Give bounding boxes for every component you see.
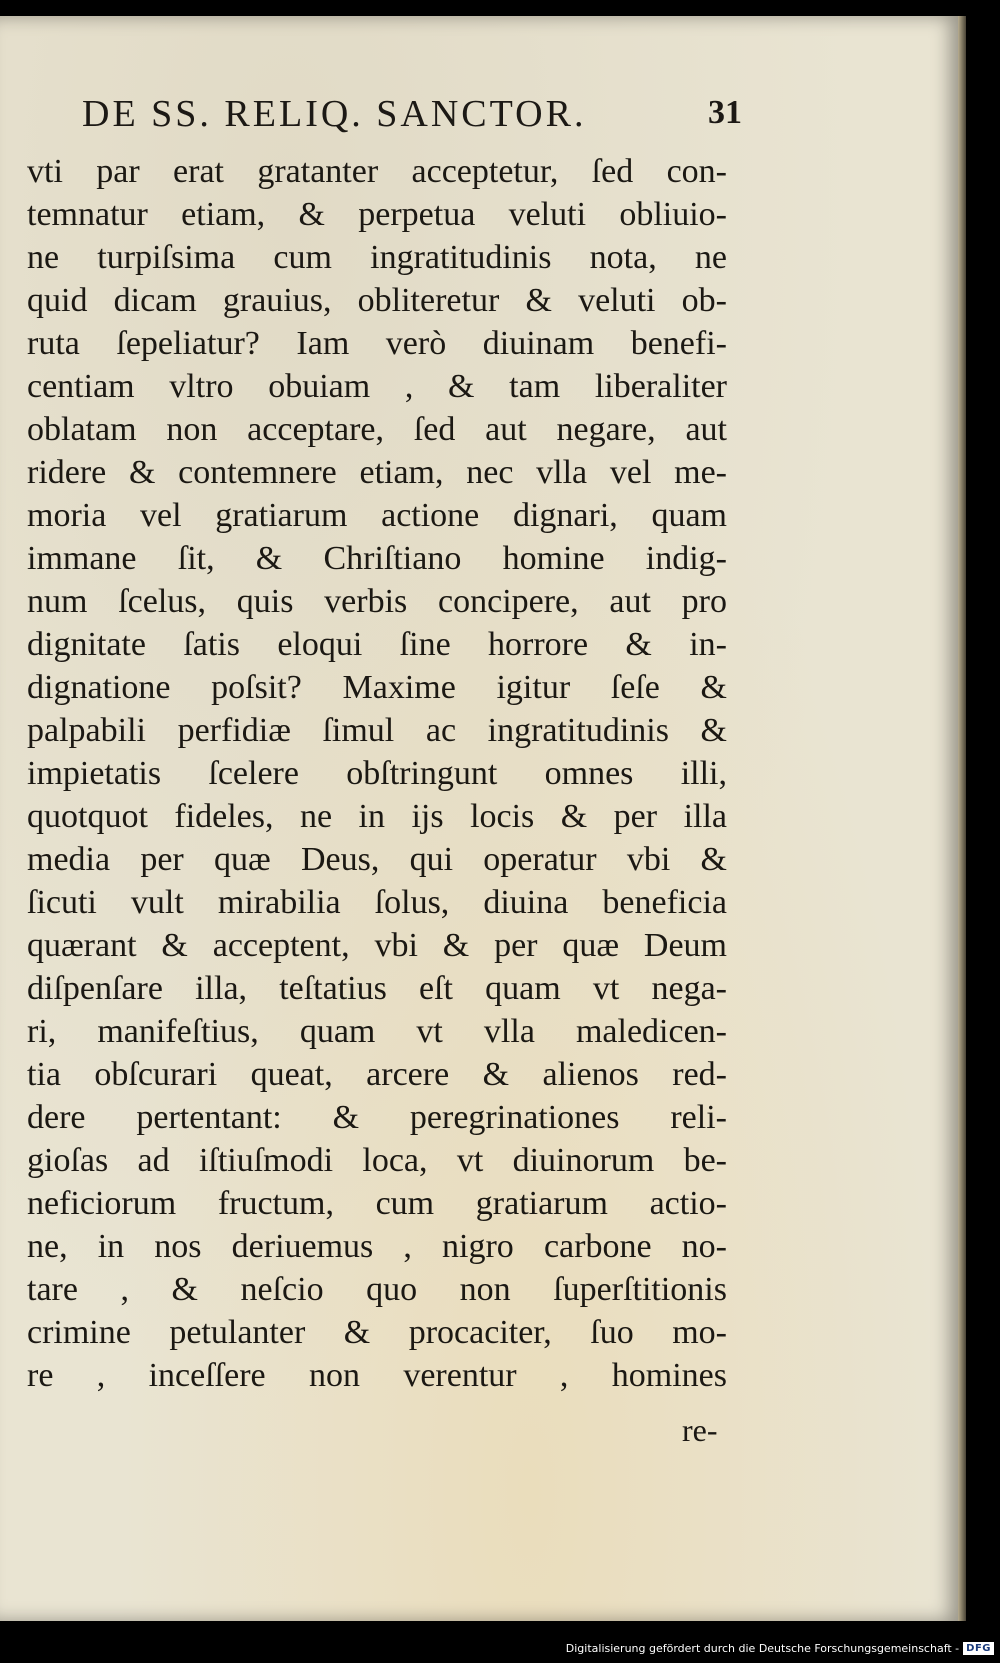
text-line: crimine petulanter & procaciter, ſuo mo- — [27, 1314, 727, 1351]
text-line: quotquot fideles, ne in ijs locis & per illa — [27, 798, 727, 835]
text-line: quærant & acceptent, vbi & per quæ Deum — [27, 927, 727, 964]
text-line: centiam vltro obuiam , & tam liberaliter — [27, 368, 727, 405]
text-line: media per quæ Deus, qui operatur vbi & — [27, 841, 727, 878]
text-line: num ſcelus, quis verbis concipere, aut pro — [27, 583, 727, 620]
text-line: ſicuti vult mirabilia ſolus, diuina beneficia — [27, 884, 727, 921]
text-line: neficiorum fructum, cum gratiarum actio- — [27, 1185, 727, 1222]
catchword: re- — [682, 1412, 718, 1448]
text-line: re , inceſſere non verentur , homines — [27, 1357, 727, 1394]
text-line: oblatam non acceptare, ſed aut negare, aut — [27, 411, 727, 448]
text-line: dignitate ſatis eloqui ſine horrore & in- — [27, 626, 727, 663]
text-line: impietatis ſcelere obſtringunt omnes illi, — [27, 755, 727, 792]
text-line: ridere & contemnere etiam, nec vlla vel me- — [27, 454, 727, 491]
text-line: dere pertentant: & peregrinationes reli- — [27, 1099, 727, 1136]
text-line: diſpenſare illa, teſtatius eſt quam vt nega- — [27, 970, 727, 1007]
text-line: quid dicam grauius, obliteretur & veluti ob- — [27, 282, 727, 319]
text-line: immane ſit, & Chriſtiano homine indig- — [27, 540, 727, 577]
page-edge-shadow — [958, 16, 966, 1621]
page-header — [82, 92, 742, 144]
text-line: ne turpiſsima cum ingratitudinis nota, ne — [27, 239, 727, 276]
text-line: ri, manifeſtius, quam vt vlla maledicen- — [27, 1013, 727, 1050]
text-line: temnatur etiam, & perpetua veluti obliuio- — [27, 196, 727, 233]
dfg-logo: DFG — [963, 1642, 994, 1655]
text-line: moria vel gratiarum actione dignari, quam — [27, 497, 727, 534]
running-title: DE SS. RELIQ. SANCTOR. — [82, 93, 587, 135]
digitization-credit — [566, 1637, 994, 1659]
text-line: tare , & neſcio quo non ſuperſtitionis — [27, 1271, 727, 1308]
body-text — [27, 150, 727, 1397]
text-line: ne, in nos deriuemus , nigro carbone no- — [27, 1228, 727, 1265]
text-line: dignatione poſsit? Maxime igitur ſeſe & — [27, 669, 727, 706]
text-line: vti par erat gratanter acceptetur, ſed con- — [27, 153, 727, 190]
page-number: 31 — [708, 94, 742, 131]
text-line: tia obſcurari queat, arcere & alienos red- — [27, 1056, 727, 1093]
credit-text: Digitalisierung gefördert durch die Deutsche Forschungsgemeinschaft - — [565, 1641, 960, 1655]
text-line: ruta ſepeliatur? Iam verò diuinam benefi- — [27, 325, 727, 362]
text-line: gioſas ad iſtiuſmodi loca, vt diuinorum be- — [27, 1142, 727, 1179]
text-line: palpabili perfidiæ ſimul ac ingratitudinis & — [27, 712, 727, 749]
